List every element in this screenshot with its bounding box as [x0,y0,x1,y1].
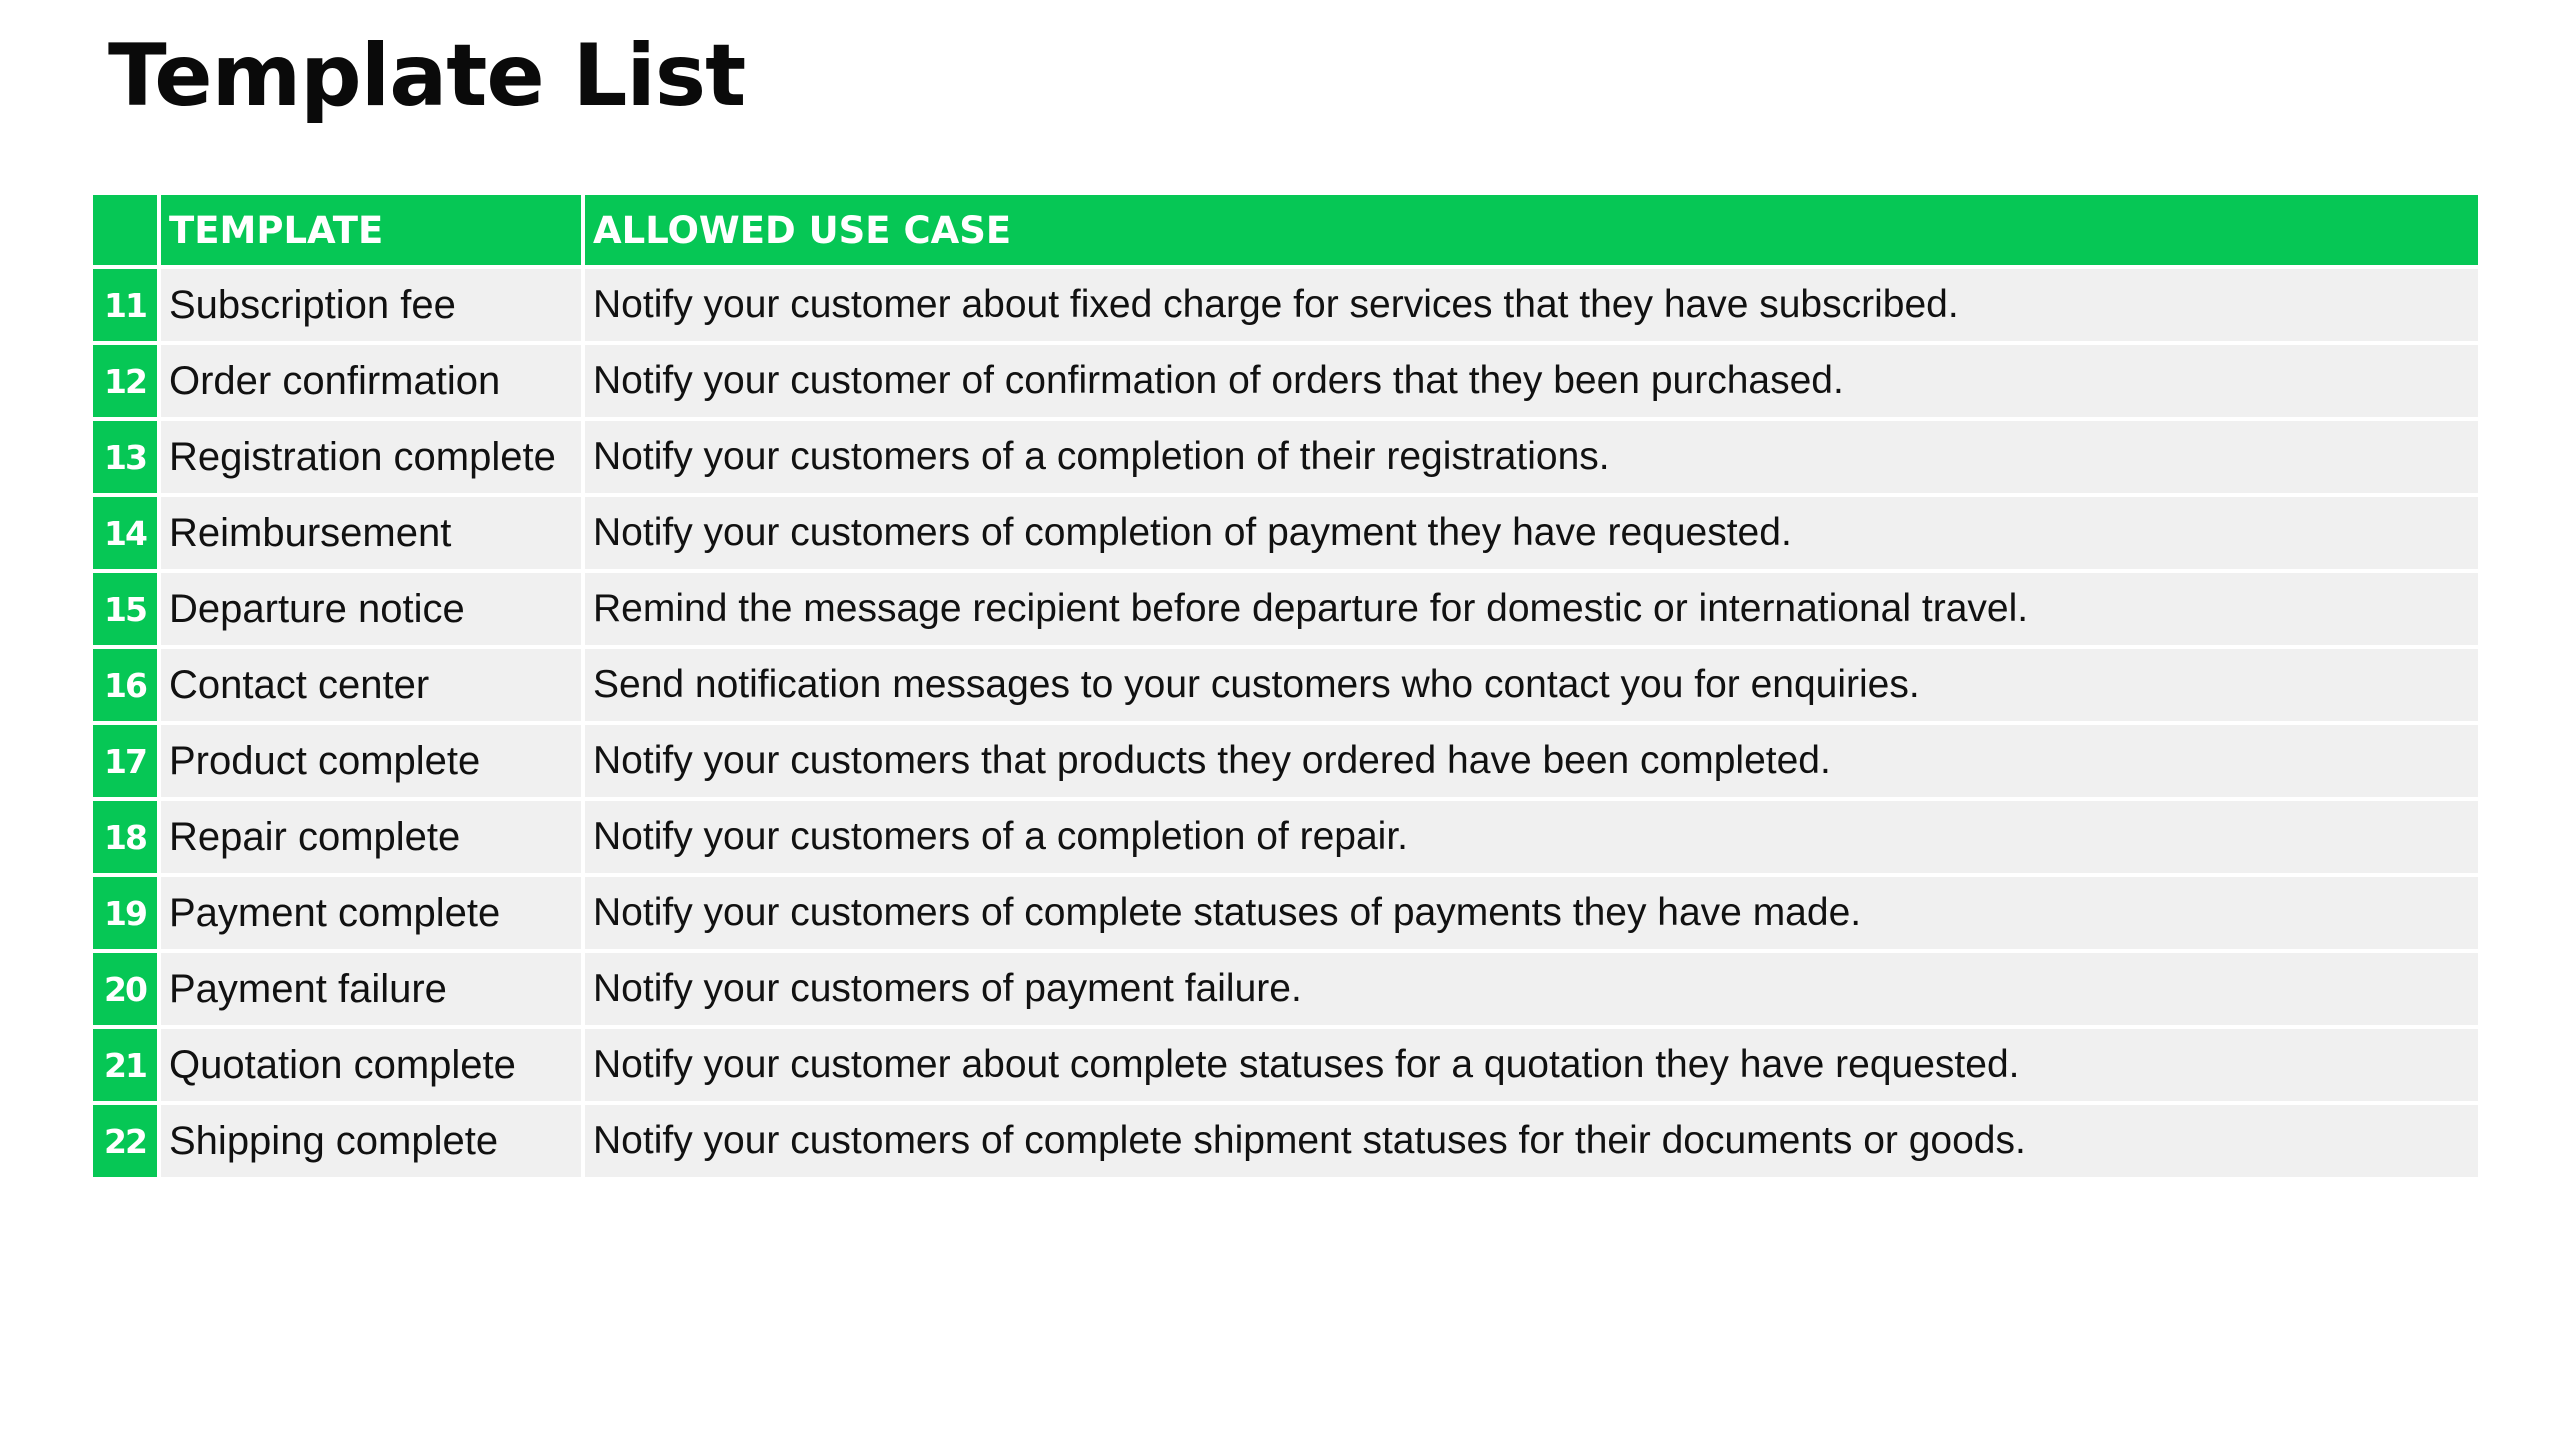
column-header-use-case: ALLOWED USE CASE [585,195,2478,269]
use-case-description: Notify your customers that products they ordered have been completed. [585,725,2478,801]
use-case-description: Remind the message recipient before departure for domestic or international travel. [585,573,2478,649]
row-number: 14 [93,497,161,573]
template-name: Payment complete [161,877,585,953]
row-number: 17 [93,725,161,801]
row-number: 16 [93,649,161,725]
use-case-description: Notify your customers of a completion of their registrations. [585,421,2478,497]
template-name: Subscription fee [161,269,585,345]
page-title: Template List [108,26,746,126]
use-case-description: Send notification messages to your customers who contact you for enquiries. [585,649,2478,725]
template-name: Repair complete [161,801,585,877]
row-number: 11 [93,269,161,345]
use-case-description: Notify your customers of complete shipment statuses for their documents or goods. [585,1105,2478,1181]
use-case-description: Notify your customers of complete statuses of payments they have made. [585,877,2478,953]
template-name: Shipping complete [161,1105,585,1181]
table-row [93,953,2478,1029]
table-row [93,573,2478,649]
column-header-number [93,195,161,269]
row-number: 18 [93,801,161,877]
row-number: 13 [93,421,161,497]
table-row [93,649,2478,725]
table-row [93,345,2478,421]
template-name: Quotation complete [161,1029,585,1105]
template-name: Product complete [161,725,585,801]
table-row [93,269,2478,345]
table-row [93,877,2478,953]
template-name: Payment failure [161,953,585,1029]
table-row [93,421,2478,497]
template-table [93,195,2478,1181]
template-name: Departure notice [161,573,585,649]
table-row [93,1105,2478,1181]
template-name: Reimbursement [161,497,585,573]
row-number: 20 [93,953,161,1029]
row-number: 19 [93,877,161,953]
row-number: 22 [93,1105,161,1181]
template-name: Registration complete [161,421,585,497]
row-number: 21 [93,1029,161,1105]
column-header-template: TEMPLATE [161,195,585,269]
table-row [93,801,2478,877]
table-row [93,497,2478,573]
template-name: Order confirmation [161,345,585,421]
use-case-description: Notify your customer about complete statuses for a quotation they have requested. [585,1029,2478,1105]
use-case-description: Notify your customer about fixed charge for services that they have subscribed. [585,269,2478,345]
row-number: 12 [93,345,161,421]
use-case-description: Notify your customers of payment failure. [585,953,2478,1029]
table-row [93,725,2478,801]
use-case-description: Notify your customers of completion of payment they have requested. [585,497,2478,573]
row-number: 15 [93,573,161,649]
table-row [93,1029,2478,1105]
template-name: Contact center [161,649,585,725]
use-case-description: Notify your customer of confirmation of orders that they been purchased. [585,345,2478,421]
table-header-row [93,195,2478,269]
use-case-description: Notify your customers of a completion of repair. [585,801,2478,877]
